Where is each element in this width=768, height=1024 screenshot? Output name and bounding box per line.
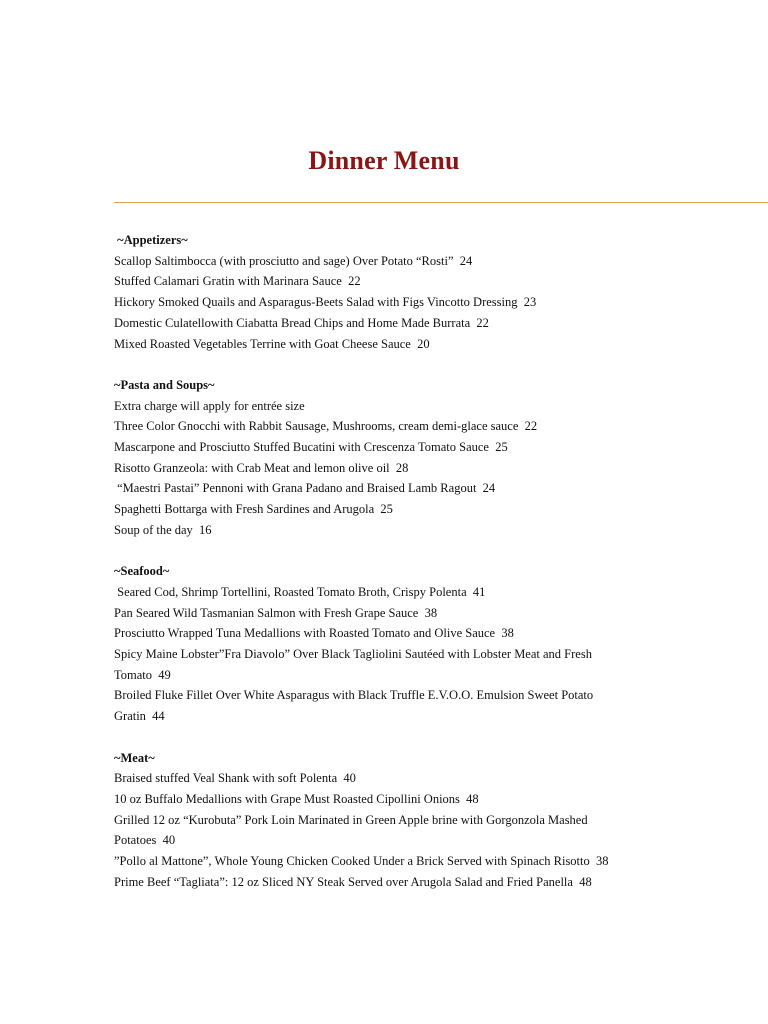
section-note: Extra charge will apply for entrée size: [114, 398, 305, 413]
section-heading: ~Seafood~: [114, 564, 170, 579]
menu-item: Grilled 12 oz “Kurobuta” Pork Loin Marinated in Green Apple brine with Gorgonzola Mashed Potatoes 40: [114, 812, 588, 848]
menu-item: Hickory Smoked Quails and Asparagus-Beets Salad with Figs Vincotto Dressing 23: [114, 295, 537, 310]
section-meat: [114, 748, 754, 893]
section-pasta-and-soups: [114, 375, 754, 541]
menu-item: Pan Seared Wild Tasmanian Salmon with Fresh Grape Sauce 38: [114, 605, 438, 620]
section-heading: ~Meat~: [114, 750, 155, 765]
menu-item: Seared Cod, Shrimp Tortellini, Roasted Tomato Broth, Crispy Polenta 41: [114, 584, 486, 599]
menu-item: Soup of the day 16: [114, 522, 212, 537]
menu-item: ”Pollo al Mattone”, Whole Young Chicken Cooked Under a Brick Served with Spinach Risotto 38: [114, 854, 609, 869]
menu-item: “Maestri Pastai” Pennoni with Grana Padano and Braised Lamb Ragout 24: [114, 481, 496, 496]
menu-item: Prosciutto Wrapped Tuna Medallions with Roasted Tomato and Olive Sauce 38: [114, 626, 514, 641]
menu-item: Domestic Culatellowith Ciabatta Bread Chips and Home Made Burrata 22: [114, 315, 489, 330]
section-seafood: [114, 561, 754, 727]
section-heading: ~Appetizers~: [114, 233, 188, 247]
menu-item: Scallop Saltimbocca (with prosciutto and sage) Over Potato “Rosti” 24: [114, 253, 473, 268]
section-heading: ~Pasta and Soups~: [114, 377, 215, 392]
menu-item: Spicy Maine Lobster”Fra Diavolo” Over Black Tagliolini Sautéed with Lobster Meat and Fresh Tomato 49: [114, 647, 592, 682]
menu-item: Spaghetti Bottarga with Fresh Sardines and Arugola 25: [114, 502, 393, 517]
section-appetizers: [114, 230, 754, 354]
menu-item: Braised stuffed Veal Shank with soft Polenta 40: [114, 771, 356, 786]
page-title: Dinner Menu: [308, 146, 460, 175]
menu-item: Prime Beef “Tagliata”: 12 oz Sliced NY Steak Served over Arugola Salad and Fried Panella 48: [114, 874, 592, 889]
title-divider: [114, 202, 768, 203]
menu-item: Risotto Granzeola: with Crab Meat and lemon olive oil 28: [114, 460, 409, 475]
menu-item: Broiled Fluke Fillet Over White Asparagus with Black Truffle E.V.O.O. Emulsion Sweet Potato Gratin 44: [114, 688, 594, 724]
menu-item: Mixed Roasted Vegetables Terrine with Goat Cheese Sauce 20: [114, 336, 430, 351]
menu-item: Mascarpone and Prosciutto Stuffed Bucatini with Crescenza Tomato Sauce 25: [114, 440, 508, 455]
menu-item: Three Color Gnocchi with Rabbit Sausage, Mushrooms, cream demi-glace sauce 22: [114, 419, 538, 434]
menu-item: Stuffed Calamari Gratin with Marinara Sauce 22: [114, 274, 361, 289]
menu-body: [114, 230, 754, 913]
menu-item: 10 oz Buffalo Medallions with Grape Must Roasted Cipollini Onions 48: [114, 791, 479, 806]
